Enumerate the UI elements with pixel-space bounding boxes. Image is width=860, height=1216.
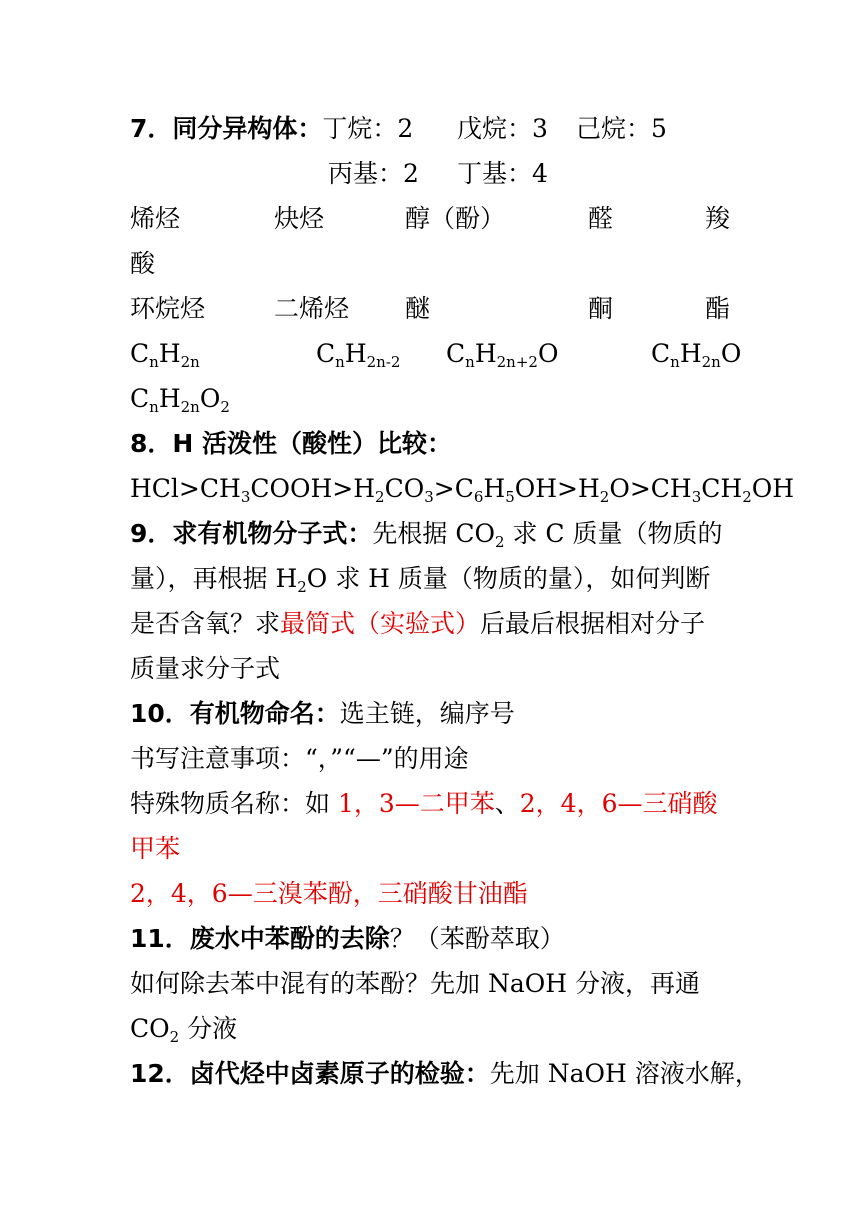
pentane-count: 戊烷：3: [457, 114, 548, 143]
special-name-3: 2，4，6—三溴苯酚，三硝酸甘油酯: [130, 879, 528, 908]
section-11-question-wrap: $CO_2$ 分液: [130, 1014, 238, 1046]
empirical-formula-term: 最简式（实验式）: [280, 609, 481, 638]
section-11-question: 如何除去苯中混有的苯酚？先加 NaOH 分液，再通: [130, 969, 700, 998]
section-10-text: 选主链，编序号: [339, 699, 515, 728]
class-acid-wrap: 酸: [130, 249, 156, 278]
special-names-line: [130, 789, 718, 819]
butane-count: 丁烷：2: [322, 114, 414, 143]
section-12-text: 先加 NaOH 溶液水解，: [489, 1059, 760, 1088]
section-12-title: 12．卤代烃中卤素原子的检验：: [130, 1059, 490, 1088]
class-aldehyde: 醛: [588, 204, 614, 233]
hexane-count: 己烷：5: [576, 114, 667, 143]
class-alkene: 烯烃: [130, 204, 181, 233]
special-names-label: 特殊物质名称：如: [130, 789, 338, 818]
class-alcohol: 醇（酚）: [405, 204, 506, 233]
formula-acid: $C_nH_{2n}O_2$: [130, 384, 230, 416]
formula-alcohol: $C_nH_{2n+2}O$: [446, 339, 559, 371]
section-9-text-3b: 后最后根据相对分子: [480, 609, 706, 638]
class-cycloalkane: 环烷烃: [130, 294, 206, 323]
section-10-title: 10．有机物命名：: [130, 699, 340, 728]
section-11-line1: [130, 924, 565, 954]
acidity-order: $HCl>CH_3COOH>H_2CO_3>C_6H_5OH>H_2O>CH_3CH_2OH$: [130, 474, 795, 506]
section-10-line1: [130, 699, 515, 729]
special-name-2: 2，4，6—三硝酸: [519, 789, 718, 818]
special-name-2-wrap: 甲苯: [130, 834, 181, 863]
formula-alkyne: $C_nH_{2n-2}$: [316, 339, 401, 371]
section-8-title: [130, 429, 452, 459]
class-alkyne: 炔烃: [274, 204, 325, 233]
propyl-count: 丙基：2: [328, 159, 419, 188]
class-diene: 二烯烃: [274, 294, 350, 323]
section-7-title: 7．同分异构体：: [130, 114, 323, 143]
class-carboxyl: 羧: [705, 204, 731, 233]
class-ester: 酯: [705, 294, 731, 323]
class-ketone: 酮: [588, 294, 614, 323]
section-8-title-text: 8．H 活泼性（酸性）比较：: [130, 429, 453, 458]
formula-alkene: $C_nH_{2n}$: [130, 339, 200, 371]
special-name-1: 1，3—二甲苯: [337, 789, 495, 818]
formula-aldehyde: $C_nH_{2n}O$: [651, 339, 742, 371]
section-9-text-1: 先根据 $CO_2$ 求 C 质量（物质的: [372, 519, 723, 551]
section-12-line1: [130, 1059, 760, 1089]
section-9-line2: 量），再根据 $H_2O$ 求 H 质量（物质的量），如何判断: [130, 564, 711, 596]
section-9-title: 9．求有机物分子式：: [130, 519, 373, 548]
section-11-suffix: ？（苯酚萃取）: [389, 924, 565, 953]
butyl-count: 丁基：4: [457, 159, 548, 188]
special-name-sep: 、: [494, 789, 520, 818]
section-9-line3: [130, 609, 705, 639]
section-9-text-3a: 是否含氧？求: [130, 609, 281, 638]
section-9-line4: 质量求分子式: [130, 654, 281, 683]
naming-notes: 书写注意事项：“，”“—”的用途: [130, 744, 469, 773]
class-ether: 醚: [405, 294, 431, 323]
section-11-title: 11．废水中苯酚的去除: [130, 924, 390, 953]
section-7-line: [130, 114, 413, 144]
section-9-line1: [130, 519, 723, 549]
